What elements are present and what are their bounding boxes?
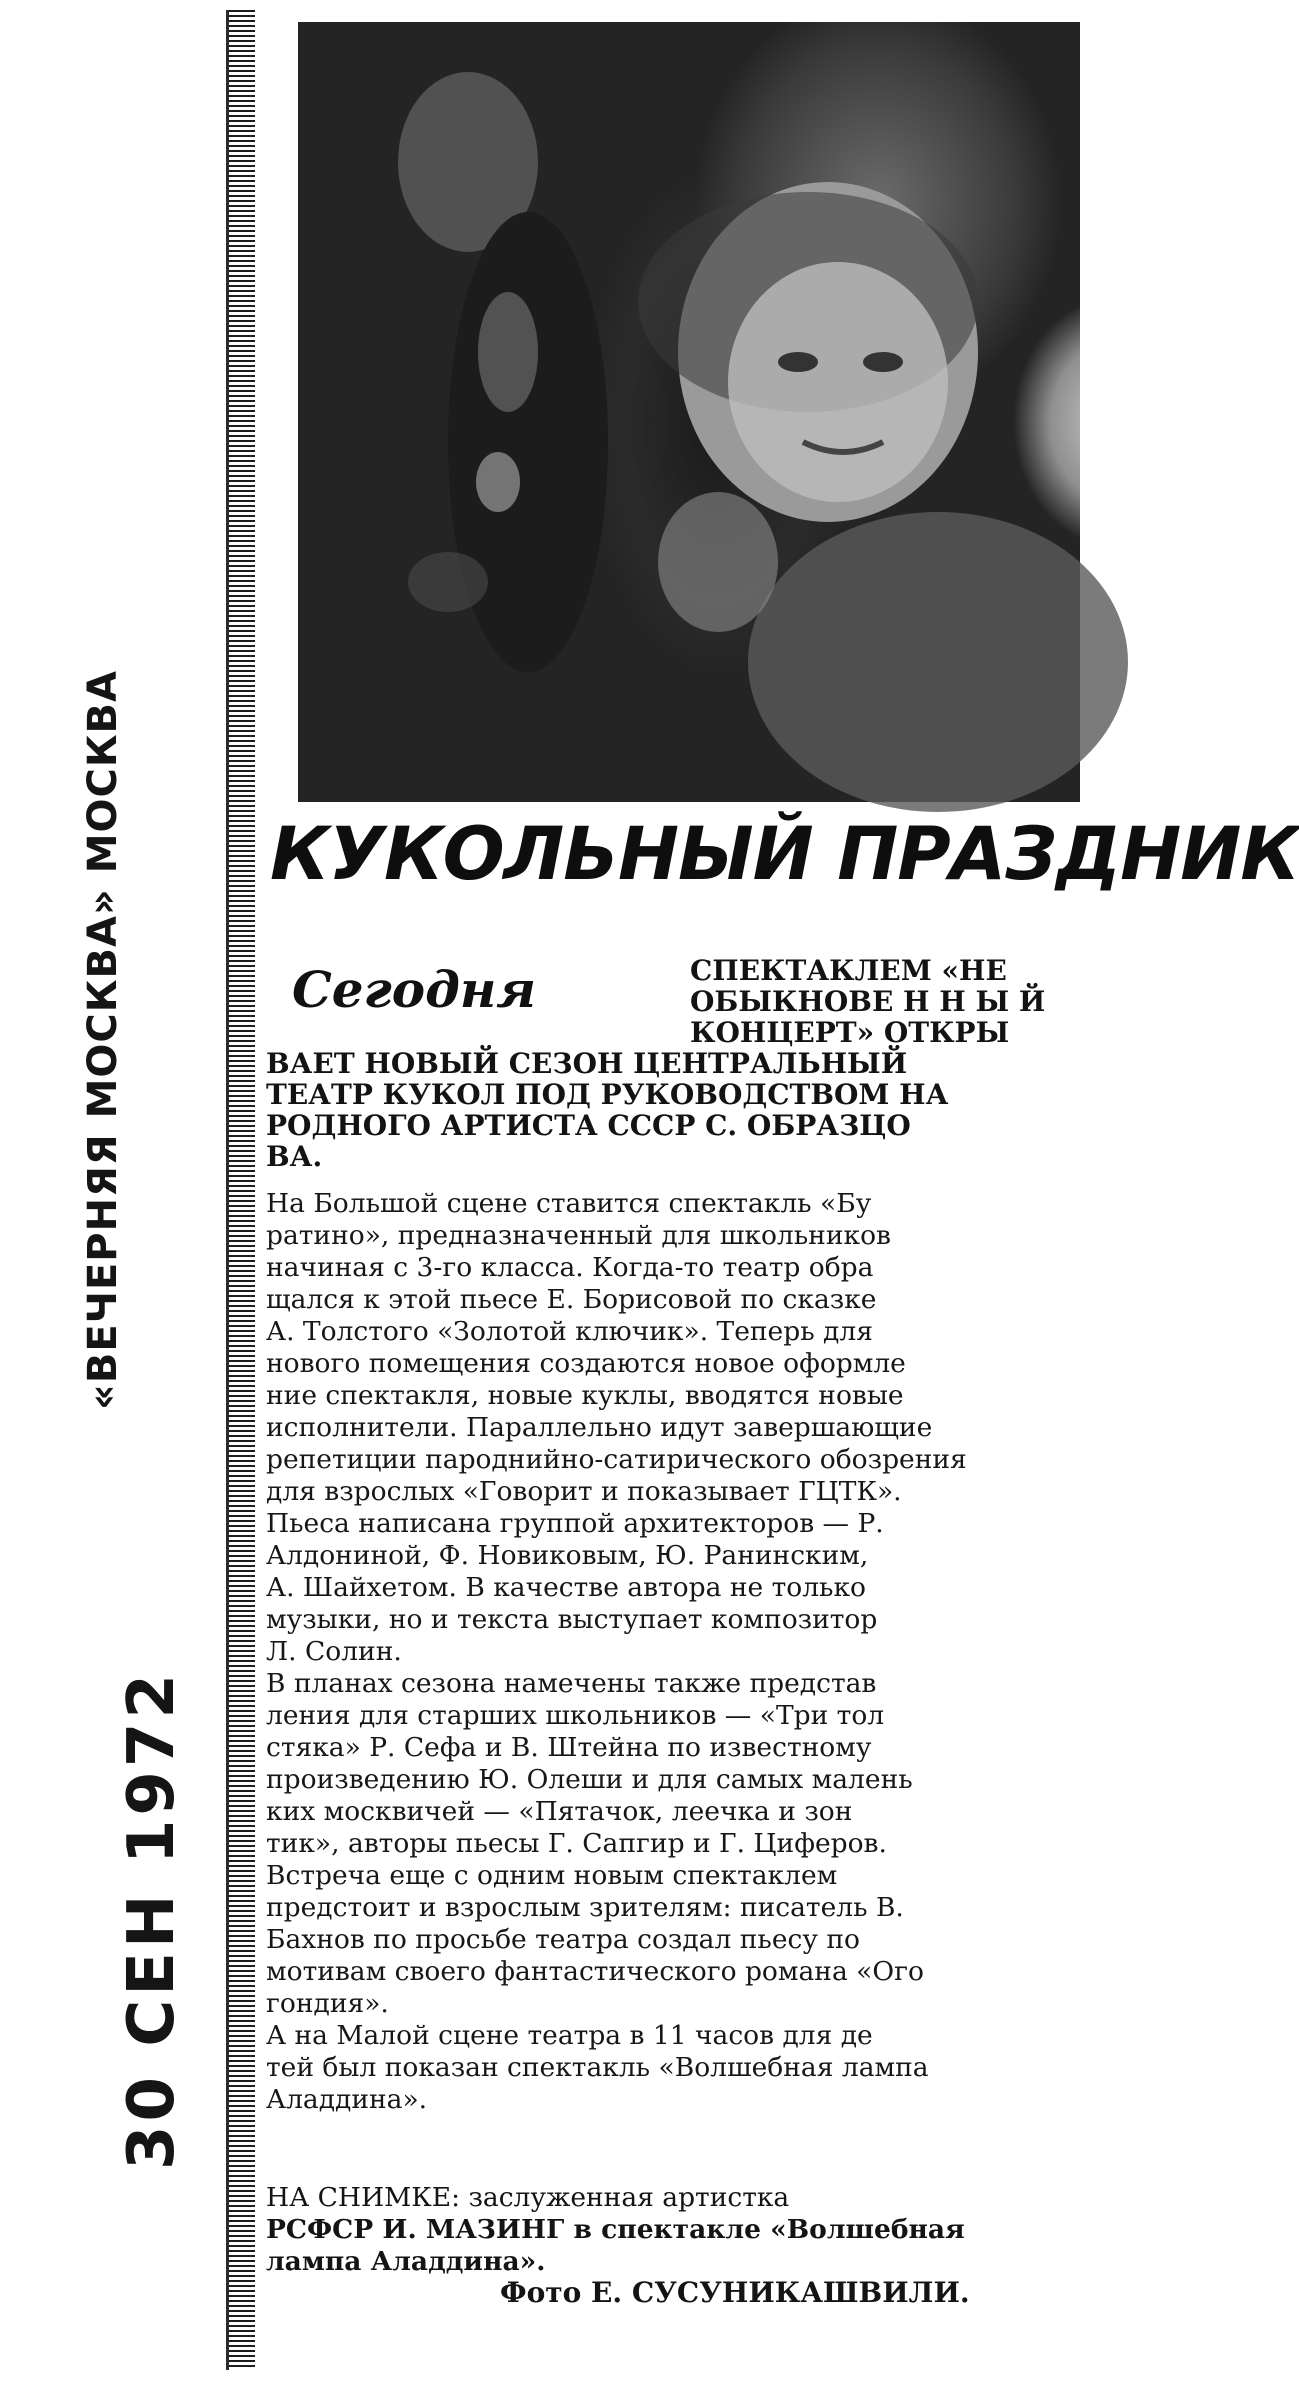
lead-line: СПЕКТАКЛЕМ «НЕ: [690, 954, 1007, 987]
lead-line: ВАЕТ НОВЫЙ СЕЗОН ЦЕНТРАЛЬНЫЙ: [266, 1047, 908, 1080]
caption-line: лампа Аладдина».: [266, 2246, 546, 2277]
body-line: музыки, но и текста выступает композитор: [266, 1604, 878, 1635]
body-line: На Большой сцене ставится спектакль «Бу: [266, 1188, 872, 1219]
lead-line: ВА.: [266, 1140, 323, 1173]
lead-line: ТЕАТР КУКОЛ ПОД РУКОВОДСТВОМ НА: [266, 1078, 949, 1111]
body-line: ратино», предназначенный для школьников: [266, 1220, 891, 1251]
lead-full: [266, 1048, 1096, 1172]
body-line: тик», авторы пьесы Г. Сапгир и Г. Циферов.: [266, 1828, 887, 1859]
newspaper-stamp-text: «ВЕЧЕРНЯЯ МОСКВА» МОСКВА: [80, 670, 126, 1410]
lead-line: КОНЦЕРТ» ОТКРЫ: [690, 1016, 1010, 1049]
lead-right: [690, 955, 1085, 1048]
body-line: предстоит и взрослым зрителям: писатель В.: [266, 1892, 904, 1923]
body-line: стяка» Р. Сефа и В. Штейна по известному: [266, 1732, 872, 1763]
body-line: Пьеса написана группой архитекторов — Р.: [266, 1508, 884, 1539]
body-line: нового помещения создаются новое оформле: [266, 1348, 906, 1379]
body-line: начиная с 3-го класса. Когда-то театр обра: [266, 1252, 874, 1283]
body-line: произведению Ю. Олеши и для самых малень: [266, 1764, 913, 1795]
photo-credit: Фото Е. СУСУНИКАШВИЛИ.: [500, 2276, 970, 2309]
body-line: А на Малой сцене театра в 11 часов для де: [266, 2020, 873, 2051]
body-line: Бахнов по просьбе театра создал пьесу по: [266, 1924, 860, 1955]
body-line: ких москвичей — «Пятачок, леечка и зон: [266, 1796, 853, 1827]
body-line: гондия».: [266, 1988, 389, 2019]
body-line: мотивам своего фантастического романа «Ого: [266, 1956, 924, 1987]
body-line: А. Шайхетом. В качестве автора не только: [266, 1572, 866, 1603]
body-line: Алдониной, Ф. Новиковым, Ю. Ранинским,: [266, 1540, 869, 1571]
lead-line: ОБЫКНОВЕ Н Н Ы Й: [690, 985, 1046, 1018]
body-line: Аладдина».: [266, 2084, 428, 2115]
lead-line: РОДНОГО АРТИСТА СССР С. ОБРАЗЦО: [266, 1109, 911, 1142]
photo-illustration: [298, 22, 1080, 802]
date-stamp: [112, 1600, 192, 2240]
newspaper-stamp: [68, 670, 138, 1410]
body-line: ние спектакля, новые куклы, вводятся новые: [266, 1380, 904, 1411]
body-line: А. Толстого «Золотой ключик». Теперь для: [266, 1316, 873, 1347]
article-body: [266, 1188, 1096, 2116]
body-line: Встреча еще с одним новым спектаклем: [266, 1860, 838, 1891]
body-line: щался к этой пьесе Е. Борисовой по сказке: [266, 1284, 877, 1315]
body-line: тей был показан спектакль «Волшебная лампа: [266, 2052, 929, 2083]
caption-line: НА СНИМКЕ: заслуженная артистка: [266, 2182, 790, 2213]
photo: [298, 22, 1080, 802]
today-word-text: Сегодня: [292, 960, 537, 1019]
date-stamp-text: 30 СЕН 1972: [115, 1670, 189, 2170]
clipping-edge: [226, 10, 255, 2370]
headline: КУКОЛЬНЫЙ ПРАЗДНИК: [270, 812, 1299, 897]
body-line: репетиции пароднийно-сатирического обозрения: [266, 1444, 967, 1475]
body-line: Л. Солин.: [266, 1636, 402, 1667]
body-line: ления для старших школьников — «Три тол: [266, 1700, 885, 1731]
body-line: В планах сезона намечены также представ: [266, 1668, 877, 1699]
photo-caption: [266, 2182, 1096, 2278]
body-line: для взрослых «Говорит и показывает ГЦТК».: [266, 1476, 902, 1507]
today-word: [292, 960, 672, 1040]
caption-line: РСФСР И. МАЗИНГ в спектакле «Волшебная: [266, 2214, 965, 2245]
body-line: исполнители. Параллельно идут завершающие: [266, 1412, 933, 1443]
